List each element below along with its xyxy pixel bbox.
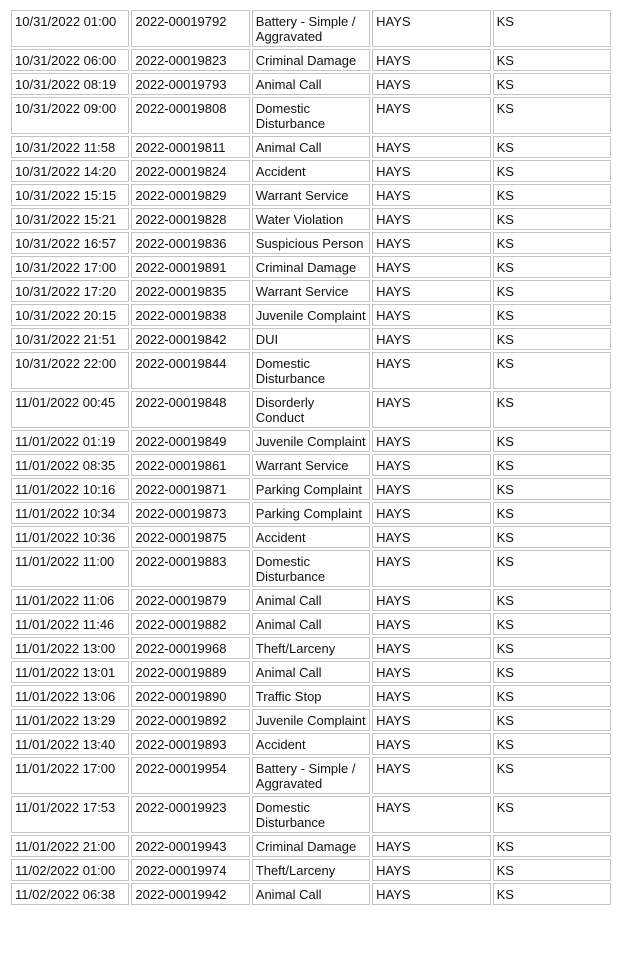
date-time-cell: 11/02/2022 06:38 xyxy=(11,883,129,905)
case-number-cell: 2022-00019792 xyxy=(131,10,249,47)
state-cell: KS xyxy=(493,232,611,254)
case-number-cell: 2022-00019954 xyxy=(131,757,249,794)
city-cell: HAYS xyxy=(372,49,490,71)
case-number-cell: 2022-00019879 xyxy=(131,589,249,611)
case-number-cell: 2022-00019849 xyxy=(131,430,249,452)
incident-type-cell: Parking Complaint xyxy=(252,478,370,500)
table-row xyxy=(11,10,611,47)
case-number-cell: 2022-00019811 xyxy=(131,136,249,158)
state-cell: KS xyxy=(493,637,611,659)
date-time-cell: 11/01/2022 13:06 xyxy=(11,685,129,707)
case-number-cell: 2022-00019890 xyxy=(131,685,249,707)
case-number-cell: 2022-00019974 xyxy=(131,859,249,881)
city-cell: HAYS xyxy=(372,835,490,857)
state-cell: KS xyxy=(493,589,611,611)
case-number-cell: 2022-00019835 xyxy=(131,280,249,302)
state-cell: KS xyxy=(493,97,611,134)
state-cell: KS xyxy=(493,304,611,326)
date-time-cell: 11/01/2022 08:35 xyxy=(11,454,129,476)
city-cell: HAYS xyxy=(372,637,490,659)
city-cell: HAYS xyxy=(372,430,490,452)
case-number-cell: 2022-00019829 xyxy=(131,184,249,206)
incident-type-cell: Juvenile Complaint xyxy=(252,709,370,731)
table-row xyxy=(11,352,611,389)
table-row xyxy=(11,73,611,95)
table-row xyxy=(11,613,611,635)
table-row xyxy=(11,49,611,71)
case-number-cell: 2022-00019823 xyxy=(131,49,249,71)
state-cell: KS xyxy=(493,733,611,755)
city-cell: HAYS xyxy=(372,160,490,182)
table-row xyxy=(11,550,611,587)
table-row xyxy=(11,328,611,350)
state-cell: KS xyxy=(493,859,611,881)
date-time-cell: 10/31/2022 22:00 xyxy=(11,352,129,389)
state-cell: KS xyxy=(493,184,611,206)
table-row xyxy=(11,637,611,659)
incident-type-cell: Battery - Simple / Aggravated xyxy=(252,10,370,47)
table-row xyxy=(11,589,611,611)
date-time-cell: 11/01/2022 00:45 xyxy=(11,391,129,428)
case-number-cell: 2022-00019793 xyxy=(131,73,249,95)
case-number-cell: 2022-00019861 xyxy=(131,454,249,476)
case-number-cell: 2022-00019824 xyxy=(131,160,249,182)
date-time-cell: 10/31/2022 16:57 xyxy=(11,232,129,254)
state-cell: KS xyxy=(493,835,611,857)
date-time-cell: 10/31/2022 20:15 xyxy=(11,304,129,326)
city-cell: HAYS xyxy=(372,454,490,476)
date-time-cell: 11/01/2022 01:19 xyxy=(11,430,129,452)
state-cell: KS xyxy=(493,883,611,905)
city-cell: HAYS xyxy=(372,232,490,254)
case-number-cell: 2022-00019842 xyxy=(131,328,249,350)
date-time-cell: 11/01/2022 17:00 xyxy=(11,757,129,794)
table-row xyxy=(11,304,611,326)
state-cell: KS xyxy=(493,49,611,71)
state-cell: KS xyxy=(493,10,611,47)
city-cell: HAYS xyxy=(372,757,490,794)
date-time-cell: 10/31/2022 09:00 xyxy=(11,97,129,134)
case-number-cell: 2022-00019808 xyxy=(131,97,249,134)
incident-type-cell: Warrant Service xyxy=(252,184,370,206)
state-cell: KS xyxy=(493,709,611,731)
date-time-cell: 10/31/2022 11:58 xyxy=(11,136,129,158)
case-number-cell: 2022-00019889 xyxy=(131,661,249,683)
date-time-cell: 10/31/2022 17:20 xyxy=(11,280,129,302)
city-cell: HAYS xyxy=(372,208,490,230)
city-cell: HAYS xyxy=(372,526,490,548)
table-row xyxy=(11,454,611,476)
table-row xyxy=(11,883,611,905)
city-cell: HAYS xyxy=(372,73,490,95)
date-time-cell: 11/01/2022 13:40 xyxy=(11,733,129,755)
city-cell: HAYS xyxy=(372,256,490,278)
date-time-cell: 11/01/2022 13:29 xyxy=(11,709,129,731)
incident-type-cell: Animal Call xyxy=(252,661,370,683)
table-row xyxy=(11,661,611,683)
case-number-cell: 2022-00019923 xyxy=(131,796,249,833)
state-cell: KS xyxy=(493,661,611,683)
case-number-cell: 2022-00019871 xyxy=(131,478,249,500)
case-number-cell: 2022-00019968 xyxy=(131,637,249,659)
date-time-cell: 11/01/2022 10:16 xyxy=(11,478,129,500)
city-cell: HAYS xyxy=(372,589,490,611)
case-number-cell: 2022-00019836 xyxy=(131,232,249,254)
date-time-cell: 11/01/2022 11:00 xyxy=(11,550,129,587)
incident-type-cell: Criminal Damage xyxy=(252,256,370,278)
table-row xyxy=(11,97,611,134)
incident-type-cell: Theft/Larceny xyxy=(252,859,370,881)
incident-type-cell: Accident xyxy=(252,160,370,182)
incident-type-cell: Suspicious Person xyxy=(252,232,370,254)
case-number-cell: 2022-00019942 xyxy=(131,883,249,905)
state-cell: KS xyxy=(493,430,611,452)
date-time-cell: 11/01/2022 10:34 xyxy=(11,502,129,524)
table-row xyxy=(11,391,611,428)
incident-type-cell: Battery - Simple / Aggravated xyxy=(252,757,370,794)
incident-type-cell: Accident xyxy=(252,526,370,548)
case-number-cell: 2022-00019891 xyxy=(131,256,249,278)
state-cell: KS xyxy=(493,613,611,635)
state-cell: KS xyxy=(493,136,611,158)
table-row xyxy=(11,685,611,707)
city-cell: HAYS xyxy=(372,613,490,635)
incident-type-cell: Juvenile Complaint xyxy=(252,430,370,452)
city-cell: HAYS xyxy=(372,304,490,326)
incident-type-cell: Animal Call xyxy=(252,589,370,611)
state-cell: KS xyxy=(493,208,611,230)
incident-type-cell: Warrant Service xyxy=(252,454,370,476)
table-row xyxy=(11,208,611,230)
incident-type-cell: Juvenile Complaint xyxy=(252,304,370,326)
state-cell: KS xyxy=(493,280,611,302)
table-row xyxy=(11,256,611,278)
incident-type-cell: Domestic Disturbance xyxy=(252,796,370,833)
table-row xyxy=(11,796,611,833)
incident-type-cell: Traffic Stop xyxy=(252,685,370,707)
date-time-cell: 10/31/2022 06:00 xyxy=(11,49,129,71)
case-number-cell: 2022-00019893 xyxy=(131,733,249,755)
case-number-cell: 2022-00019892 xyxy=(131,709,249,731)
incident-type-cell: Domestic Disturbance xyxy=(252,352,370,389)
case-number-cell: 2022-00019883 xyxy=(131,550,249,587)
case-number-cell: 2022-00019844 xyxy=(131,352,249,389)
state-cell: KS xyxy=(493,391,611,428)
table-row xyxy=(11,757,611,794)
state-cell: KS xyxy=(493,160,611,182)
table-row xyxy=(11,733,611,755)
city-cell: HAYS xyxy=(372,502,490,524)
incident-type-cell: Warrant Service xyxy=(252,280,370,302)
incident-type-cell: Disorderly Conduct xyxy=(252,391,370,428)
case-number-cell: 2022-00019882 xyxy=(131,613,249,635)
city-cell: HAYS xyxy=(372,391,490,428)
date-time-cell: 11/01/2022 13:01 xyxy=(11,661,129,683)
date-time-cell: 10/31/2022 21:51 xyxy=(11,328,129,350)
date-time-cell: 11/01/2022 21:00 xyxy=(11,835,129,857)
city-cell: HAYS xyxy=(372,709,490,731)
incident-log-table xyxy=(9,8,613,907)
case-number-cell: 2022-00019875 xyxy=(131,526,249,548)
state-cell: KS xyxy=(493,526,611,548)
incident-type-cell: Water Violation xyxy=(252,208,370,230)
table-row xyxy=(11,280,611,302)
date-time-cell: 10/31/2022 01:00 xyxy=(11,10,129,47)
incident-type-cell: Criminal Damage xyxy=(252,49,370,71)
case-number-cell: 2022-00019943 xyxy=(131,835,249,857)
table-row xyxy=(11,136,611,158)
incident-type-cell: Parking Complaint xyxy=(252,502,370,524)
city-cell: HAYS xyxy=(372,328,490,350)
incident-type-cell: Animal Call xyxy=(252,73,370,95)
table-row xyxy=(11,478,611,500)
date-time-cell: 11/02/2022 01:00 xyxy=(11,859,129,881)
incident-type-cell: Animal Call xyxy=(252,613,370,635)
city-cell: HAYS xyxy=(372,352,490,389)
state-cell: KS xyxy=(493,73,611,95)
table-row xyxy=(11,232,611,254)
date-time-cell: 10/31/2022 15:15 xyxy=(11,184,129,206)
city-cell: HAYS xyxy=(372,97,490,134)
date-time-cell: 11/01/2022 17:53 xyxy=(11,796,129,833)
date-time-cell: 10/31/2022 17:00 xyxy=(11,256,129,278)
date-time-cell: 10/31/2022 14:20 xyxy=(11,160,129,182)
state-cell: KS xyxy=(493,685,611,707)
date-time-cell: 11/01/2022 13:00 xyxy=(11,637,129,659)
incident-type-cell: DUI xyxy=(252,328,370,350)
state-cell: KS xyxy=(493,550,611,587)
city-cell: HAYS xyxy=(372,796,490,833)
incident-type-cell: Accident xyxy=(252,733,370,755)
incident-type-cell: Theft/Larceny xyxy=(252,637,370,659)
table-row xyxy=(11,184,611,206)
state-cell: KS xyxy=(493,256,611,278)
incident-type-cell: Domestic Disturbance xyxy=(252,550,370,587)
table-row xyxy=(11,859,611,881)
state-cell: KS xyxy=(493,328,611,350)
incident-type-cell: Animal Call xyxy=(252,883,370,905)
incident-log-body xyxy=(11,10,611,905)
city-cell: HAYS xyxy=(372,478,490,500)
state-cell: KS xyxy=(493,757,611,794)
case-number-cell: 2022-00019848 xyxy=(131,391,249,428)
table-row xyxy=(11,835,611,857)
city-cell: HAYS xyxy=(372,10,490,47)
case-number-cell: 2022-00019838 xyxy=(131,304,249,326)
case-number-cell: 2022-00019828 xyxy=(131,208,249,230)
city-cell: HAYS xyxy=(372,184,490,206)
date-time-cell: 10/31/2022 15:21 xyxy=(11,208,129,230)
city-cell: HAYS xyxy=(372,883,490,905)
city-cell: HAYS xyxy=(372,136,490,158)
table-row xyxy=(11,160,611,182)
city-cell: HAYS xyxy=(372,859,490,881)
city-cell: HAYS xyxy=(372,550,490,587)
incident-log-page xyxy=(9,8,613,907)
city-cell: HAYS xyxy=(372,661,490,683)
city-cell: HAYS xyxy=(372,280,490,302)
state-cell: KS xyxy=(493,502,611,524)
city-cell: HAYS xyxy=(372,685,490,707)
city-cell: HAYS xyxy=(372,733,490,755)
table-row xyxy=(11,430,611,452)
state-cell: KS xyxy=(493,454,611,476)
table-row xyxy=(11,709,611,731)
table-row xyxy=(11,526,611,548)
date-time-cell: 11/01/2022 11:06 xyxy=(11,589,129,611)
state-cell: KS xyxy=(493,478,611,500)
incident-type-cell: Domestic Disturbance xyxy=(252,97,370,134)
table-row xyxy=(11,502,611,524)
state-cell: KS xyxy=(493,352,611,389)
date-time-cell: 11/01/2022 10:36 xyxy=(11,526,129,548)
date-time-cell: 10/31/2022 08:19 xyxy=(11,73,129,95)
incident-type-cell: Animal Call xyxy=(252,136,370,158)
incident-type-cell: Criminal Damage xyxy=(252,835,370,857)
state-cell: KS xyxy=(493,796,611,833)
case-number-cell: 2022-00019873 xyxy=(131,502,249,524)
date-time-cell: 11/01/2022 11:46 xyxy=(11,613,129,635)
